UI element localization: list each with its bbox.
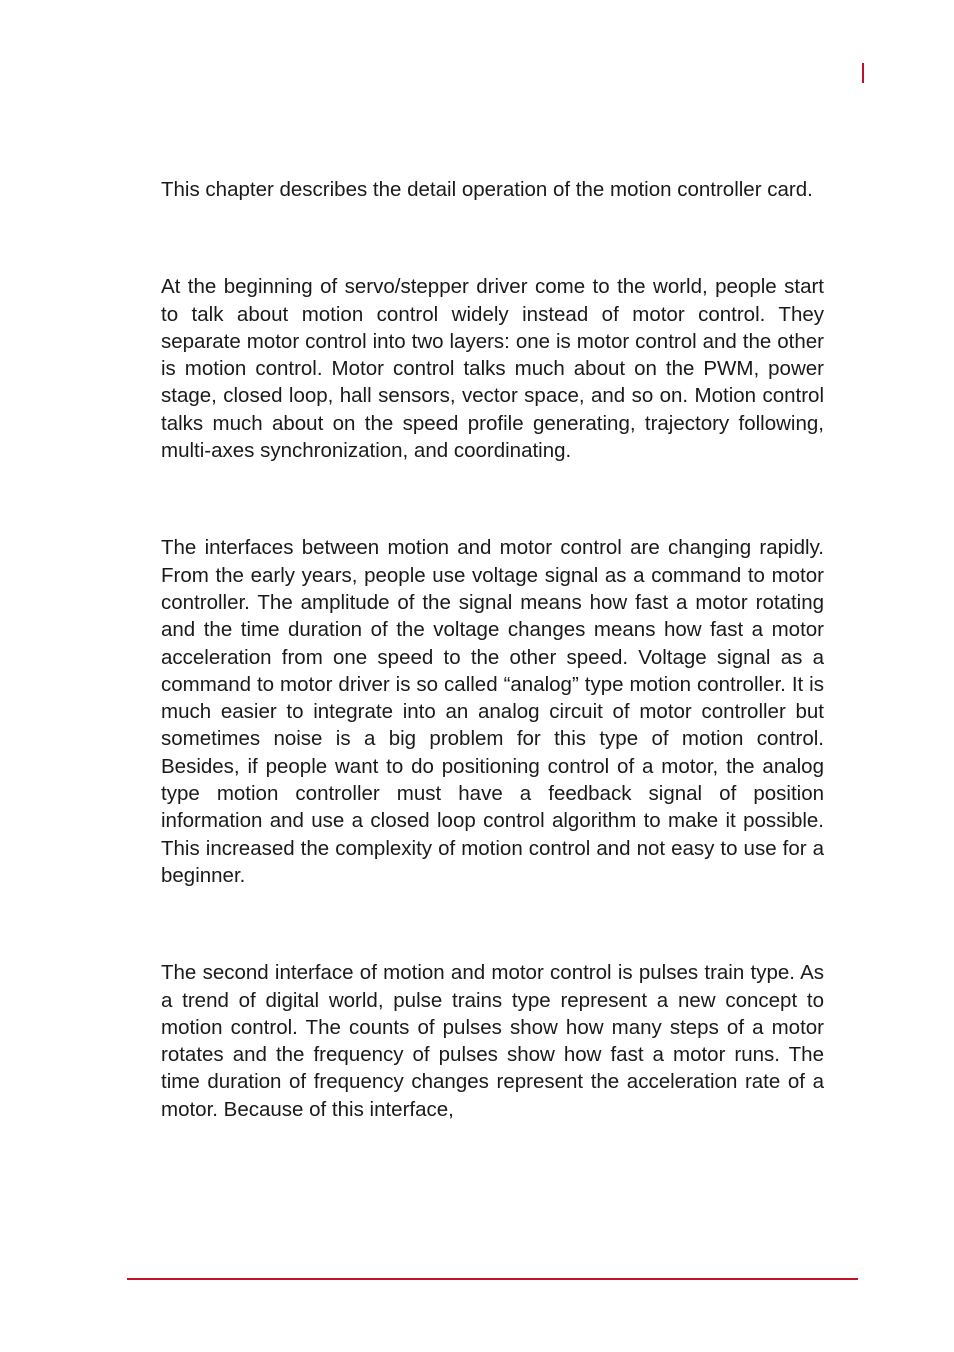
footer-rule xyxy=(127,1278,858,1280)
paragraph-analog-interface: The interfaces between motion and motor control are changing rapidly. From the early years, people use voltage signal as a command to motor controller. The amplitude of the signal means how fast a motor rotating and the time duration of the voltage changes means how fast a motor acceleration from one speed to the other speed. Voltage signal as a command to motor driver is so called “analog” type motion controller. It is much easier to integrate into an analog circuit of motor controller but sometimes noise is a big problem for this type of motion control. Besides, if people want to do positioning control of a motor, the analog type motion controller must have a feedback signal of position information and use a closed loop control algorithm to make it possible. This increased the complexity of motion control and not easy to use for a beginner. xyxy=(161,536,824,887)
page-body xyxy=(161,176,824,1123)
paragraph-intro: This chapter describes the detail operation of the motion controller card. xyxy=(161,178,813,201)
paragraph-pulse-train-interface: The second interface of motion and motor control is pulses train type. As a trend of digital world, pulse trains type represent a new concept to motion control. The counts of pulses show how many steps of a motor rotates and the frequency of pulses show how fast a motor runs. The time duration of frequency changes represent the acceleration rate of a motor. Because of this interface, xyxy=(161,961,824,1121)
paragraph-motion-vs-motor: At the beginning of servo/stepper driver come to the world, people start to talk about motion control widely instead of motor control. They separate motor control into two layers: one is motor control and the other is motion control. Motor control talks much about on the PWM, power stage, closed loop, hall sensors, vector space, and so on. Motion control talks much about on the speed profile generating, trajectory following, multi-axes synchronization, and coordinating. xyxy=(161,275,824,463)
header-marker xyxy=(862,63,864,83)
